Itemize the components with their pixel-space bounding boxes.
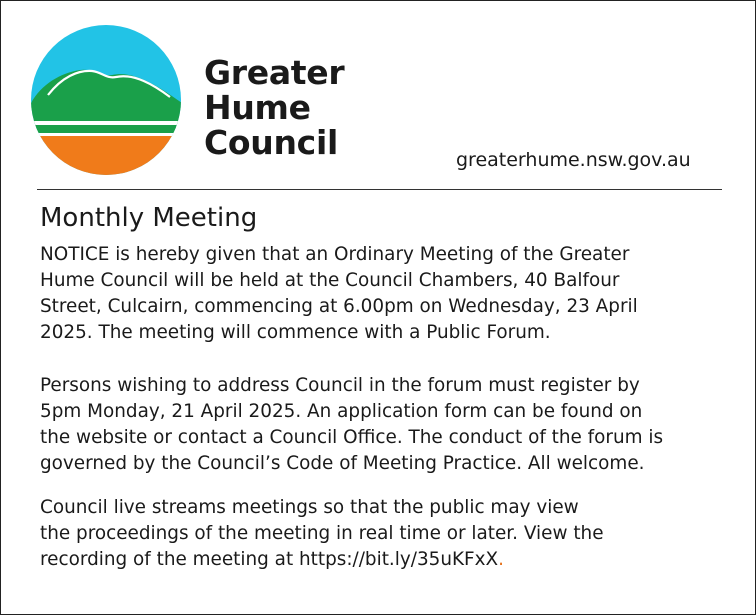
brand-name (204, 55, 344, 160)
p1-line: Hume Council will be held at the Council Chambers, 40 Balfour (40, 270, 620, 291)
divider (37, 189, 722, 190)
p1-line: NOTICE is hereby given that an Ordinary Meeting of the Greater (40, 244, 630, 265)
brand-line-2: Hume (204, 88, 311, 127)
p2-line: 5pm Monday, 21 April 2025. An application form can be found on (40, 401, 643, 422)
p3-line: Council live streams meetings so that the public may view (40, 497, 579, 518)
brand-line-3: Council (204, 123, 338, 162)
logo-field (30, 136, 182, 175)
notice-heading: Monthly Meeting (40, 203, 258, 233)
brand-line-1: Greater (204, 53, 345, 92)
logo-band-white (30, 121, 182, 125)
p2-line: governed by the Council’s Code of Meeting Practice. All welcome. (40, 453, 645, 474)
logo-green-band (30, 125, 182, 133)
trailing-period: . (498, 549, 504, 570)
logo-band-white-2 (30, 133, 182, 136)
p1-line: 2025. The meeting will commence with a Public Forum. (40, 322, 551, 343)
notice-paragraph-2 (40, 373, 740, 477)
notice-paragraph-1 (40, 242, 740, 346)
website-url[interactable]: greaterhume.nsw.gov.au (456, 149, 691, 171)
p2-line: Persons wishing to address Council in the forum must register by (40, 375, 640, 396)
p1-line: Street, Culcairn, commencing at 6.00pm on Wednesday, 23 April (40, 296, 638, 317)
p2-line: the website or contact a Council Office. The conduct of the forum is (40, 427, 664, 448)
notice-paragraph-3 (40, 495, 740, 573)
greater-hume-logo (30, 25, 182, 175)
p3-line: the proceedings of the meeting in real time or later. View the (40, 523, 604, 544)
recording-link-line[interactable]: recording of the meeting at https://bit.ly/35uKFxX (40, 549, 499, 570)
